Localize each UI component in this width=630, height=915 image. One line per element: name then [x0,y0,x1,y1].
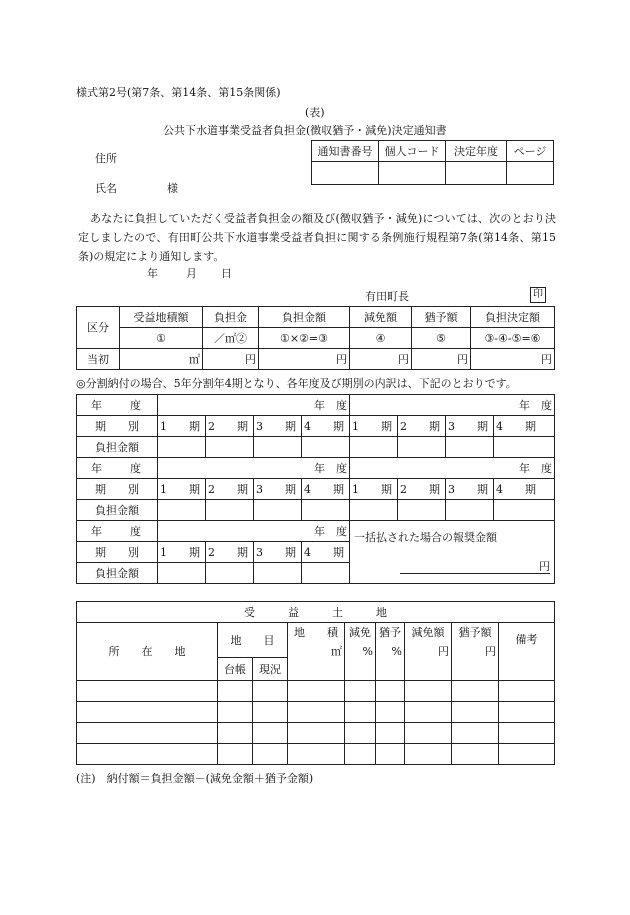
amount-cell[interactable] [158,437,206,458]
period-2: 2 期 [206,542,254,563]
land-cell[interactable] [452,744,499,765]
header-remarks: 備考 [499,623,555,681]
land-row [77,744,555,765]
issuer: 有田町長 [365,290,409,303]
amount-cell[interactable] [206,563,254,584]
period-3: 3 期 [254,542,302,563]
form-number: 様式第2号(第7条、第14条、第15条関係) [76,86,281,99]
header-amount: 負担金額 [259,307,350,328]
area-value-cell[interactable] [120,349,203,370]
period-2: 2 期 [206,416,254,437]
land-cell[interactable] [345,744,376,765]
land-cell[interactable] [253,744,288,765]
header-exempt [345,623,376,681]
notice-number-cell[interactable] [312,162,379,185]
land-cell[interactable] [253,702,288,723]
period-1: 1 期 [158,416,206,437]
amount-cell[interactable] [302,563,350,584]
land-row [77,702,555,723]
nendo-text: 年 度 [314,461,347,475]
header-kubun: 区分 [77,307,120,349]
unit-yen: 円 [336,352,347,366]
label-amount: 負担金額 [77,500,158,521]
decision-year-cell[interactable] [446,162,507,185]
amount-cell[interactable] [158,500,206,521]
unit-yen: 円 [245,352,256,366]
date-month: 月 [186,267,197,280]
land-cell[interactable] [345,681,376,702]
address-label: 住所 [95,152,117,165]
header-area [288,623,345,681]
defer-amount-unit: 円 [485,645,496,658]
seal-text: 印 [530,287,546,303]
land-cell[interactable] [499,744,555,765]
amount-cell[interactable] [254,563,302,584]
page-cell[interactable] [507,162,554,185]
label-nendo: 年 度 [77,521,158,542]
amount-cell[interactable] [302,500,350,521]
land-cell[interactable] [218,744,253,765]
land-cell[interactable] [77,681,218,702]
honorific: 様 [167,182,178,195]
header-defer-no: ⑤ [412,328,471,349]
header-notice-number: 通知書番号 [312,141,379,162]
land-row [77,723,555,744]
unit-m2: ㎡ [189,352,200,366]
lump-sum-cell[interactable] [350,521,555,584]
calculation-table [76,306,555,370]
header-page: ページ [507,141,554,162]
period-1: 1 期 [350,479,398,500]
defer-amount-label: 猶予額 [458,626,492,639]
defer-unit: % [391,645,402,658]
seal-mark [530,287,546,303]
header-genkyo: 現況 [253,658,288,681]
land-cell[interactable] [376,681,405,702]
land-cell[interactable] [77,702,218,723]
land-cell[interactable] [77,723,218,744]
header-exempt: 減免額 [350,307,412,328]
land-cell[interactable] [499,723,555,744]
label-nendo: 年 度 [77,458,158,479]
header-rate-unit: ／㎡② [203,328,259,349]
header-final-formula: ③-④-⑤=⑥ [471,328,555,349]
amount-cell[interactable] [398,500,446,521]
land-cell[interactable] [345,702,376,723]
period-2: 2 期 [398,416,446,437]
land-table-title: 受 益 土 地 [77,602,555,623]
header-defer: 猶予額 [412,307,471,328]
year-cell[interactable] [158,458,350,479]
amount-cell[interactable] [254,500,302,521]
header-chimoku: 地 目 [218,623,288,658]
year-cell[interactable] [158,521,350,542]
exempt-unit: % [362,645,373,658]
amount-cell[interactable] [206,437,254,458]
amount-cell[interactable] [350,437,398,458]
period-4: 4 期 [494,416,555,437]
amount-cell[interactable] [446,500,494,521]
land-row [77,681,555,702]
land-cell[interactable] [376,723,405,744]
nendo-text: 年 度 [519,461,552,475]
period-4: 4 期 [494,479,555,500]
label-kibetsu: 期 別 [77,479,158,500]
installment-note: ◎分割納付の場合、5年分割年4期となり、各年度及び期別の内訳は、下記のとおりです。 [76,377,517,390]
label-kibetsu: 期 別 [77,542,158,563]
year-cell[interactable] [350,458,555,479]
land-cell[interactable] [218,702,253,723]
period-1: 1 期 [158,542,206,563]
amount-cell[interactable] [398,437,446,458]
period-3: 3 期 [446,479,494,500]
land-cell[interactable] [218,723,253,744]
period-1: 1 期 [158,479,206,500]
installment-table [76,394,555,584]
label-kibetsu: 期 別 [77,416,158,437]
header-location: 所 在 地 [77,623,218,681]
land-cell[interactable] [288,681,345,702]
land-table [76,601,555,765]
exempt-amount-label: 減免額 [411,626,445,639]
footnote: (注) 納付額＝負担金額－(減免金額＋猶予金額) [76,772,314,785]
period-3: 3 期 [446,416,494,437]
period-3: 3 期 [254,416,302,437]
amount-value-cell[interactable] [259,349,350,370]
row-label-initial: 当初 [77,349,120,370]
exempt-value-cell[interactable] [350,349,412,370]
lump-sum-amount[interactable] [400,560,550,574]
name-label: 氏名 [95,182,117,195]
amount-cell[interactable] [158,563,206,584]
amount-cell[interactable] [494,437,555,458]
yen-unit: 円 [539,560,550,573]
header-defer-amount [452,623,499,681]
land-cell[interactable] [499,681,555,702]
period-4: 4 期 [302,479,350,500]
header-exempt-no: ④ [350,328,412,349]
header-rate: 負担金 [203,307,259,328]
amount-cell[interactable] [206,500,254,521]
period-3: 3 期 [254,479,302,500]
document-title: 公共下水道事業受益者負担金(徴収猶予・減免)決定通知書 [163,124,447,137]
area-label: 地 積 [294,626,338,639]
land-cell[interactable] [288,702,345,723]
header-decision-year: 決定年度 [446,141,507,162]
exempt-label: 減免 [349,626,371,639]
notice-number-table [311,140,554,185]
period-2: 2 期 [398,479,446,500]
land-cell[interactable] [77,744,218,765]
defer-value-cell[interactable] [412,349,471,370]
amount-cell[interactable] [302,437,350,458]
land-cell[interactable] [405,702,452,723]
label-amount: 負担金額 [77,563,158,584]
header-defer [376,623,405,681]
period-4: 4 期 [302,416,350,437]
amount-cell[interactable] [350,500,398,521]
defer-label: 猶予 [379,626,401,639]
lump-sum-label: 一括払された場合の報奨金額 [354,531,497,544]
nendo-text: 年 度 [314,524,347,538]
land-cell[interactable] [452,702,499,723]
header-area: 受益地積額 [120,307,203,328]
area-unit: ㎡ [331,645,342,658]
land-cell[interactable] [499,702,555,723]
period-4: 4 期 [302,542,350,563]
nendo-text: 年 度 [314,398,347,412]
exempt-amount-unit: 円 [438,645,449,658]
land-cell[interactable] [405,744,452,765]
year-cell[interactable] [350,395,555,416]
header-amount-formula: ①×②=③ [259,328,350,349]
land-cell[interactable] [253,681,288,702]
land-cell[interactable] [288,723,345,744]
header-exempt-amount [405,623,452,681]
header-area-no: ① [120,328,203,349]
land-cell[interactable] [345,723,376,744]
unit-yen: 円 [398,352,409,366]
land-cell[interactable] [253,723,288,744]
land-cell[interactable] [376,744,405,765]
side-label: (表) [305,106,325,119]
body-text: あなたに負担していただく受益者負担金の額及び(徴収猶予・減免)については、次のとおり決定しましたので、有田町公共下水道事業受益者負担に関する条例施行規程第7条(第14条、第15条)の規定により通知します。 [78,212,556,263]
land-cell[interactable] [218,681,253,702]
header-personal-code: 個人コード [379,141,446,162]
period-2: 2 期 [206,479,254,500]
date-year: 年 [147,267,158,280]
label-amount: 負担金額 [77,437,158,458]
rate-value-cell[interactable] [203,349,259,370]
personal-code-cell[interactable] [379,162,446,185]
label-nendo: 年 度 [77,395,158,416]
header-daicho: 台帳 [218,658,253,681]
year-cell[interactable] [158,395,350,416]
final-value-cell[interactable] [471,349,555,370]
unit-yen: 円 [541,352,552,366]
land-cell[interactable] [405,723,452,744]
date-day: 日 [221,267,232,280]
header-final: 負担決定額 [471,307,555,328]
nendo-text: 年 度 [519,398,552,412]
unit-yen: 円 [457,352,468,366]
land-cell[interactable] [452,723,499,744]
amount-cell[interactable] [254,437,302,458]
land-cell[interactable] [288,744,345,765]
amount-cell[interactable] [494,500,555,521]
period-1: 1 期 [350,416,398,437]
land-cell[interactable] [452,681,499,702]
land-cell[interactable] [376,702,405,723]
land-cell[interactable] [405,681,452,702]
amount-cell[interactable] [446,437,494,458]
